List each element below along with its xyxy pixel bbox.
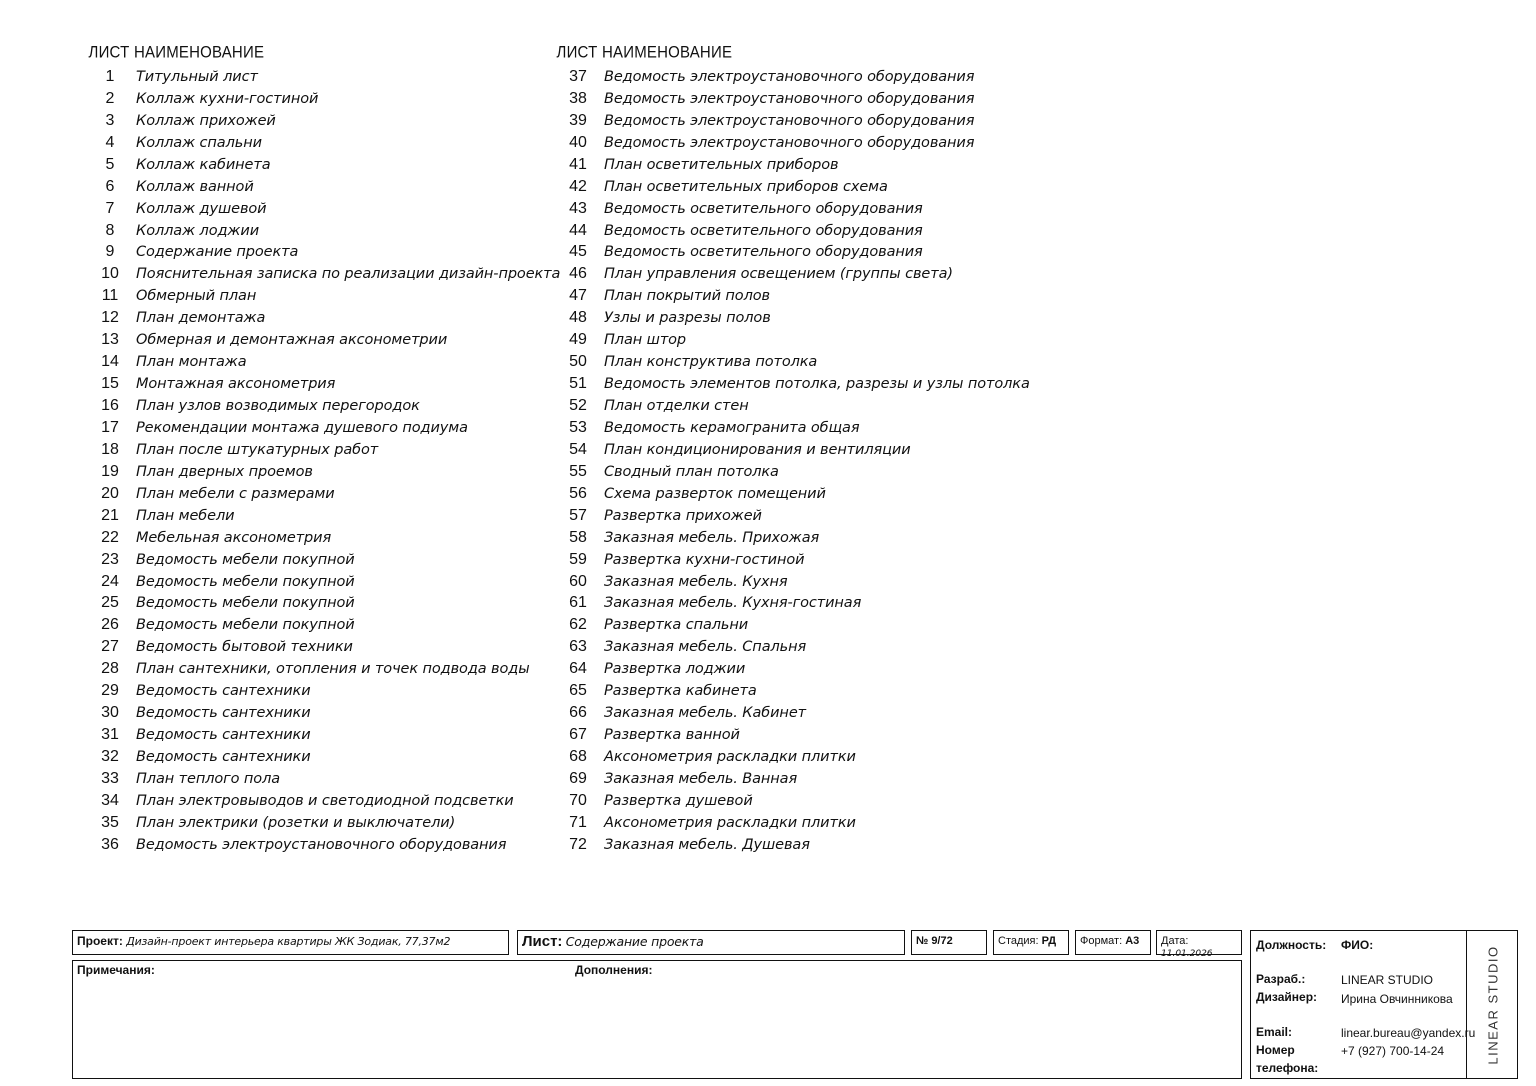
sheet-row [552, 220, 1030, 242]
sheet-number: 40 [569, 133, 587, 151]
sheet-number: 25 [101, 594, 119, 612]
sheet-row [552, 66, 1030, 88]
sheet-name: План монтажа [136, 354, 247, 371]
sheet-row [84, 242, 560, 264]
sheet-row [84, 88, 560, 110]
sheet-number: 20 [101, 484, 119, 502]
sheet-row [84, 439, 560, 461]
sheet-name: Обмерный план [136, 288, 257, 305]
project-cell [72, 930, 509, 955]
sheet-name: Ведомость электроустановочного оборудования [604, 134, 975, 151]
sheet-row [552, 593, 1030, 615]
sheet-number: 12 [101, 309, 119, 327]
sheet-number: 58 [569, 528, 587, 546]
sheet-name: Коллаж кабинета [136, 156, 271, 173]
sheet-row [552, 834, 1030, 856]
sheet-number: 19 [101, 462, 119, 480]
sheet-name: Коллаж спальни [136, 134, 262, 151]
sheet-row [552, 527, 1030, 549]
sheet-number: 21 [101, 506, 119, 524]
sheet-name: Заказная мебель. Кухня [604, 573, 788, 590]
list-header [552, 40, 1030, 64]
stage-label: Стадия: [998, 935, 1039, 947]
sheet-name: Монтажная аксонометрия [136, 376, 336, 393]
sheet-number: 34 [101, 791, 119, 809]
sheet-row [84, 285, 560, 307]
sheet-row [552, 702, 1030, 724]
sheet-number: 13 [101, 331, 119, 349]
sheet-number: 8 [105, 221, 115, 239]
sheet-row [84, 593, 560, 615]
sheet-number: 65 [569, 682, 587, 700]
sheet-number: 24 [101, 572, 119, 590]
sheet-name: План после штукатурных работ [136, 441, 379, 458]
sheet-row [552, 505, 1030, 527]
sheet-number: 46 [569, 265, 587, 283]
sheet-name: Ведомость сантехники [136, 705, 311, 722]
sheet-name: Ведомость керамогранита общая [604, 419, 860, 436]
sheet-name: План осветительных приборов [604, 156, 839, 173]
sheet-number: 18 [101, 440, 119, 458]
sheet-number: 57 [569, 506, 587, 524]
sheet-number: 2 [105, 89, 115, 107]
sheet-name: Ведомость осветительного оборудования [604, 222, 923, 239]
project-label: Проект: [77, 934, 123, 948]
sheet-row [552, 571, 1030, 593]
sheet-row [84, 176, 560, 198]
format-cell [1075, 930, 1151, 955]
sheet-number: 69 [569, 769, 587, 787]
sheet-number: 48 [569, 309, 587, 327]
sheet-row [84, 527, 560, 549]
sheet-name: Коллаж прихожей [136, 112, 276, 129]
phone-value: +7 (927) 700-14-24 [1341, 1044, 1445, 1058]
sheet-name: Заказная мебель. Спальня [604, 639, 807, 656]
sheet-number: 17 [101, 418, 119, 436]
notes-label: Примечания: [77, 963, 155, 977]
sheet-row [552, 351, 1030, 373]
sheet-row [552, 439, 1030, 461]
sheet-name: Мебельная аксонометрия [136, 529, 332, 546]
sheet-number: 55 [569, 462, 587, 480]
sheet-name: План штор [604, 332, 687, 349]
stage-cell [993, 930, 1069, 955]
sheet-number: 28 [101, 660, 119, 678]
sheet-row [84, 571, 560, 593]
sheet-number: 52 [569, 397, 587, 415]
sheet-number: 37 [569, 67, 587, 85]
header-sheet-name: НАИМЕНОВАНИЕ [134, 42, 265, 62]
sheet-name: Коллаж душевой [136, 200, 267, 217]
sheet-row [552, 242, 1030, 264]
sheet-row [84, 307, 560, 329]
sheet-row [84, 395, 560, 417]
sheet-row [84, 636, 560, 658]
list-header [84, 40, 560, 64]
sheet-name: План теплого пола [136, 770, 281, 787]
sheet-name: Ведомость элементов потолка, разрезы и узлы потолка [604, 376, 1030, 393]
sheet-row [552, 176, 1030, 198]
sheet-number: 35 [101, 813, 119, 831]
sheet-row [84, 680, 560, 702]
sheet-number: 70 [569, 791, 587, 809]
sheet-number: 64 [569, 660, 587, 678]
sheet-number: 10 [101, 265, 119, 283]
sheet-name: Заказная мебель. Душевая [604, 836, 810, 853]
sheet-number: 14 [101, 353, 119, 371]
sheet-number: 1 [105, 67, 115, 85]
sheet-row [84, 614, 560, 636]
sheet-number: 44 [569, 221, 587, 239]
date-value: 11.01.2026 [1161, 949, 1213, 959]
sheet-name: Узлы и разрезы полов [604, 310, 771, 327]
sheet-row [84, 263, 560, 285]
developer-label: Разраб.: [1256, 972, 1306, 986]
studio-name: LINEAR STUDIO [1485, 944, 1500, 1065]
position-label: Должность: [1256, 938, 1327, 952]
sheet-name: Ведомость мебели покупной [136, 595, 355, 612]
sheet-name: Ведомость осветительного оборудования [604, 244, 923, 261]
sheet-name: Заказная мебель. Прихожая [604, 529, 820, 546]
sheet-number: 15 [101, 375, 119, 393]
sheet-name: Развертка душевой [604, 792, 753, 809]
sheet-name: План отделки стен [604, 398, 749, 415]
sheet-row [84, 417, 560, 439]
sheet-number: 16 [101, 397, 119, 415]
sheet-number: 43 [569, 199, 587, 217]
sheet-name: План электрики (розетки и выключатели) [136, 814, 456, 831]
sheet-cell [517, 930, 905, 955]
sheet-number: 49 [569, 331, 587, 349]
sheet-number: 59 [569, 550, 587, 568]
studio-vertical-block [1466, 930, 1518, 1079]
sheet-row [552, 658, 1030, 680]
sheet-name: Развертка ванной [604, 727, 740, 744]
sheet-name: План мебели [136, 507, 235, 524]
sheet-name: Развертка спальни [604, 617, 749, 634]
sheet-number: 60 [569, 572, 587, 590]
sheet-name: Обмерная и демонтажная аксонометрии [136, 332, 448, 349]
sheet-number: 42 [569, 177, 587, 195]
sheet-row [552, 263, 1030, 285]
sheet-number: 5 [105, 155, 115, 173]
sheet-value: Содержание проекта [565, 934, 704, 949]
sheet-number: 61 [569, 594, 587, 612]
sheet-name: Коллаж ванной [136, 178, 254, 195]
sheet-name: План управления освещением (группы света) [604, 266, 953, 283]
sheet-number: 29 [101, 682, 119, 700]
designer-label: Дизайнер: [1256, 990, 1318, 1004]
email-label: Email: [1256, 1025, 1293, 1039]
sheet-row [552, 373, 1030, 395]
sheet-row [552, 88, 1030, 110]
sheet-row [552, 483, 1030, 505]
sheet-name: Коллаж лоджии [136, 222, 260, 239]
sheet-row [84, 483, 560, 505]
sheet-number: 71 [569, 813, 587, 831]
sheet-number: 4 [105, 133, 115, 151]
sheet-row [552, 329, 1030, 351]
sheet-number: 54 [569, 440, 587, 458]
sheet-row [84, 373, 560, 395]
sheet-name: Аксонометрия раскладки плитки [604, 814, 856, 831]
project-value: Дизайн-проект интерьера квартиры ЖК Зодиак, 77,37м2 [126, 935, 451, 948]
sheet-number: 7 [105, 199, 115, 217]
developer-value: LINEAR STUDIO [1341, 973, 1434, 987]
sheet-row [84, 790, 560, 812]
sheet-number: 30 [101, 704, 119, 722]
sheet-row [84, 812, 560, 834]
sheet-number: 3 [105, 111, 115, 129]
sheet-row [552, 285, 1030, 307]
sheet-number: 62 [569, 616, 587, 634]
sheet-name: Развертка лоджии [604, 661, 746, 678]
sheet-name: План мебели с размерами [136, 485, 335, 502]
format-label: Формат: [1080, 935, 1123, 947]
sheet-row [84, 724, 560, 746]
sheet-row [84, 220, 560, 242]
sheet-name: Заказная мебель. Ванная [604, 770, 798, 787]
sheet-number: 41 [569, 155, 587, 173]
sheet-row [552, 812, 1030, 834]
sheet-number: 68 [569, 748, 587, 766]
sheet-name: Титульный лист [136, 68, 258, 85]
designer-value: Ирина Овчинникова [1341, 992, 1453, 1006]
sheet-row [84, 768, 560, 790]
sheet-row [84, 66, 560, 88]
sheet-number: 9 [105, 243, 115, 261]
sheet-number: 72 [569, 835, 587, 853]
sheet-row [84, 461, 560, 483]
sheet-row [84, 746, 560, 768]
sheet-row [552, 614, 1030, 636]
sheet-name: Заказная мебель. Кабинет [604, 705, 806, 722]
format-value: А3 [1125, 935, 1140, 947]
sheet-name: Ведомость электроустановочного оборудования [136, 836, 507, 853]
sheet-row [552, 307, 1030, 329]
sheet-name: План узлов возводимых перегородок [136, 398, 420, 415]
sheet-number: 27 [101, 638, 119, 656]
sheet-number: 22 [101, 528, 119, 546]
sheet-row [84, 702, 560, 724]
fio-label: ФИО: [1341, 938, 1374, 952]
sheet-name: План электровыводов и светодиодной подсветки [136, 792, 514, 809]
sheet-row [552, 549, 1030, 571]
sheet-row [552, 680, 1030, 702]
sheet-name: Ведомость мебели покупной [136, 573, 355, 590]
phone-label: Номер [1256, 1043, 1295, 1057]
sheet-number: 38 [569, 89, 587, 107]
date-label: Дата: [1161, 935, 1189, 947]
sheet-number: 66 [569, 704, 587, 722]
sheet-label: Лист: [522, 933, 563, 950]
sheet-name: Рекомендации монтажа душевого подиума [136, 419, 468, 436]
sheet-name: План кондиционирования и вентиляции [604, 441, 911, 458]
sheet-number: 39 [569, 111, 587, 129]
date-cell [1156, 930, 1242, 959]
sheet-row [552, 746, 1030, 768]
sheet-number: № 9/72 [916, 935, 953, 947]
sheet-number: 11 [101, 287, 119, 305]
sheet-name: Аксонометрия раскладки плитки [604, 749, 856, 766]
sheet-name: Ведомость сантехники [136, 683, 311, 700]
sheet-row [84, 132, 560, 154]
sheet-name: Ведомость мебели покупной [136, 617, 355, 634]
sheet-row [84, 329, 560, 351]
sheet-row [552, 110, 1030, 132]
sheet-number: 56 [569, 484, 587, 502]
sheet-name: Ведомость сантехники [136, 727, 311, 744]
header-sheet-name: НАИМЕНОВАНИЕ [602, 42, 733, 62]
sheet-number: 45 [569, 243, 587, 261]
sheet-name: План сантехники, отопления и точек подвода воды [136, 661, 530, 678]
sheet-row [84, 351, 560, 373]
sheet-name: Развертка кухни-гостиной [604, 551, 805, 568]
sheet-row [84, 834, 560, 856]
sheet-number: 26 [101, 616, 119, 634]
sheet-name: Схема разверток помещений [604, 485, 826, 502]
sheet-row [84, 198, 560, 220]
sheet-row [84, 658, 560, 680]
sheet-number-cell [911, 930, 987, 955]
sheet-name: Пояснительная записка по реализации дизайн-проекта [136, 266, 561, 283]
notes-cell [72, 960, 1242, 1079]
sheet-row [84, 110, 560, 132]
sheet-number: 51 [569, 375, 587, 393]
sheet-name: Ведомость осветительного оборудования [604, 200, 923, 217]
sheet-row [552, 636, 1030, 658]
sheet-row [552, 461, 1030, 483]
email-value: linear.bureau@yandex.ru [1341, 1026, 1476, 1040]
sheet-number: 23 [101, 550, 119, 568]
sheet-row [552, 790, 1030, 812]
sheet-number: 36 [101, 835, 119, 853]
sheet-name: Коллаж кухни-гостиной [136, 90, 319, 107]
sheet-name: Заказная мебель. Кухня-гостиная [604, 595, 862, 612]
sheet-number: 53 [569, 418, 587, 436]
sheet-name: Содержание проекта [136, 244, 299, 261]
sheet-name: Развертка прихожей [604, 507, 762, 524]
sheet-row [552, 768, 1030, 790]
sheet-row [552, 417, 1030, 439]
sheet-name: План дверных проемов [136, 463, 313, 480]
sheet-row [84, 549, 560, 571]
phone-label-cont: телефона: [1256, 1061, 1319, 1075]
sheet-number: 67 [569, 726, 587, 744]
sheet-row [84, 154, 560, 176]
sheet-name: Развертка кабинета [604, 683, 757, 700]
sheet-row [552, 395, 1030, 417]
sheet-list-right [552, 40, 1030, 856]
sheet-list-left [84, 40, 560, 856]
sheet-number: 32 [101, 748, 119, 766]
stage-value: РД [1041, 935, 1057, 947]
sheet-row [552, 154, 1030, 176]
additions-label: Дополнения: [575, 963, 653, 977]
header-sheet-number: ЛИСТ [88, 42, 130, 62]
sheet-name: План конструктива потолка [604, 354, 818, 371]
sheet-row [552, 724, 1030, 746]
sheet-number: 33 [101, 769, 119, 787]
sheet-name: Сводный план потолка [604, 463, 779, 480]
header-sheet-number: ЛИСТ [556, 42, 598, 62]
sheet-name: Ведомость электроустановочного оборудования [604, 68, 975, 85]
sheet-row [84, 505, 560, 527]
sheet-number: 31 [101, 726, 119, 744]
sheet-name: Ведомость сантехники [136, 749, 311, 766]
sheet-number: 6 [105, 177, 115, 195]
sheet-name: Ведомость электроустановочного оборудования [604, 90, 975, 107]
sheet-name: План покрытий полов [604, 288, 770, 305]
sheet-name: Ведомость мебели покупной [136, 551, 355, 568]
sheet-name: Ведомость бытовой техники [136, 639, 353, 656]
sheet-number: 63 [569, 638, 587, 656]
sheet-number: 50 [569, 353, 587, 371]
sheet-name: План демонтажа [136, 310, 266, 327]
sheet-number: 47 [569, 287, 587, 305]
sheet-name: Ведомость электроустановочного оборудования [604, 112, 975, 129]
sheet-name: План осветительных приборов схема [604, 178, 888, 195]
sheet-row [552, 198, 1030, 220]
sheet-row [552, 132, 1030, 154]
